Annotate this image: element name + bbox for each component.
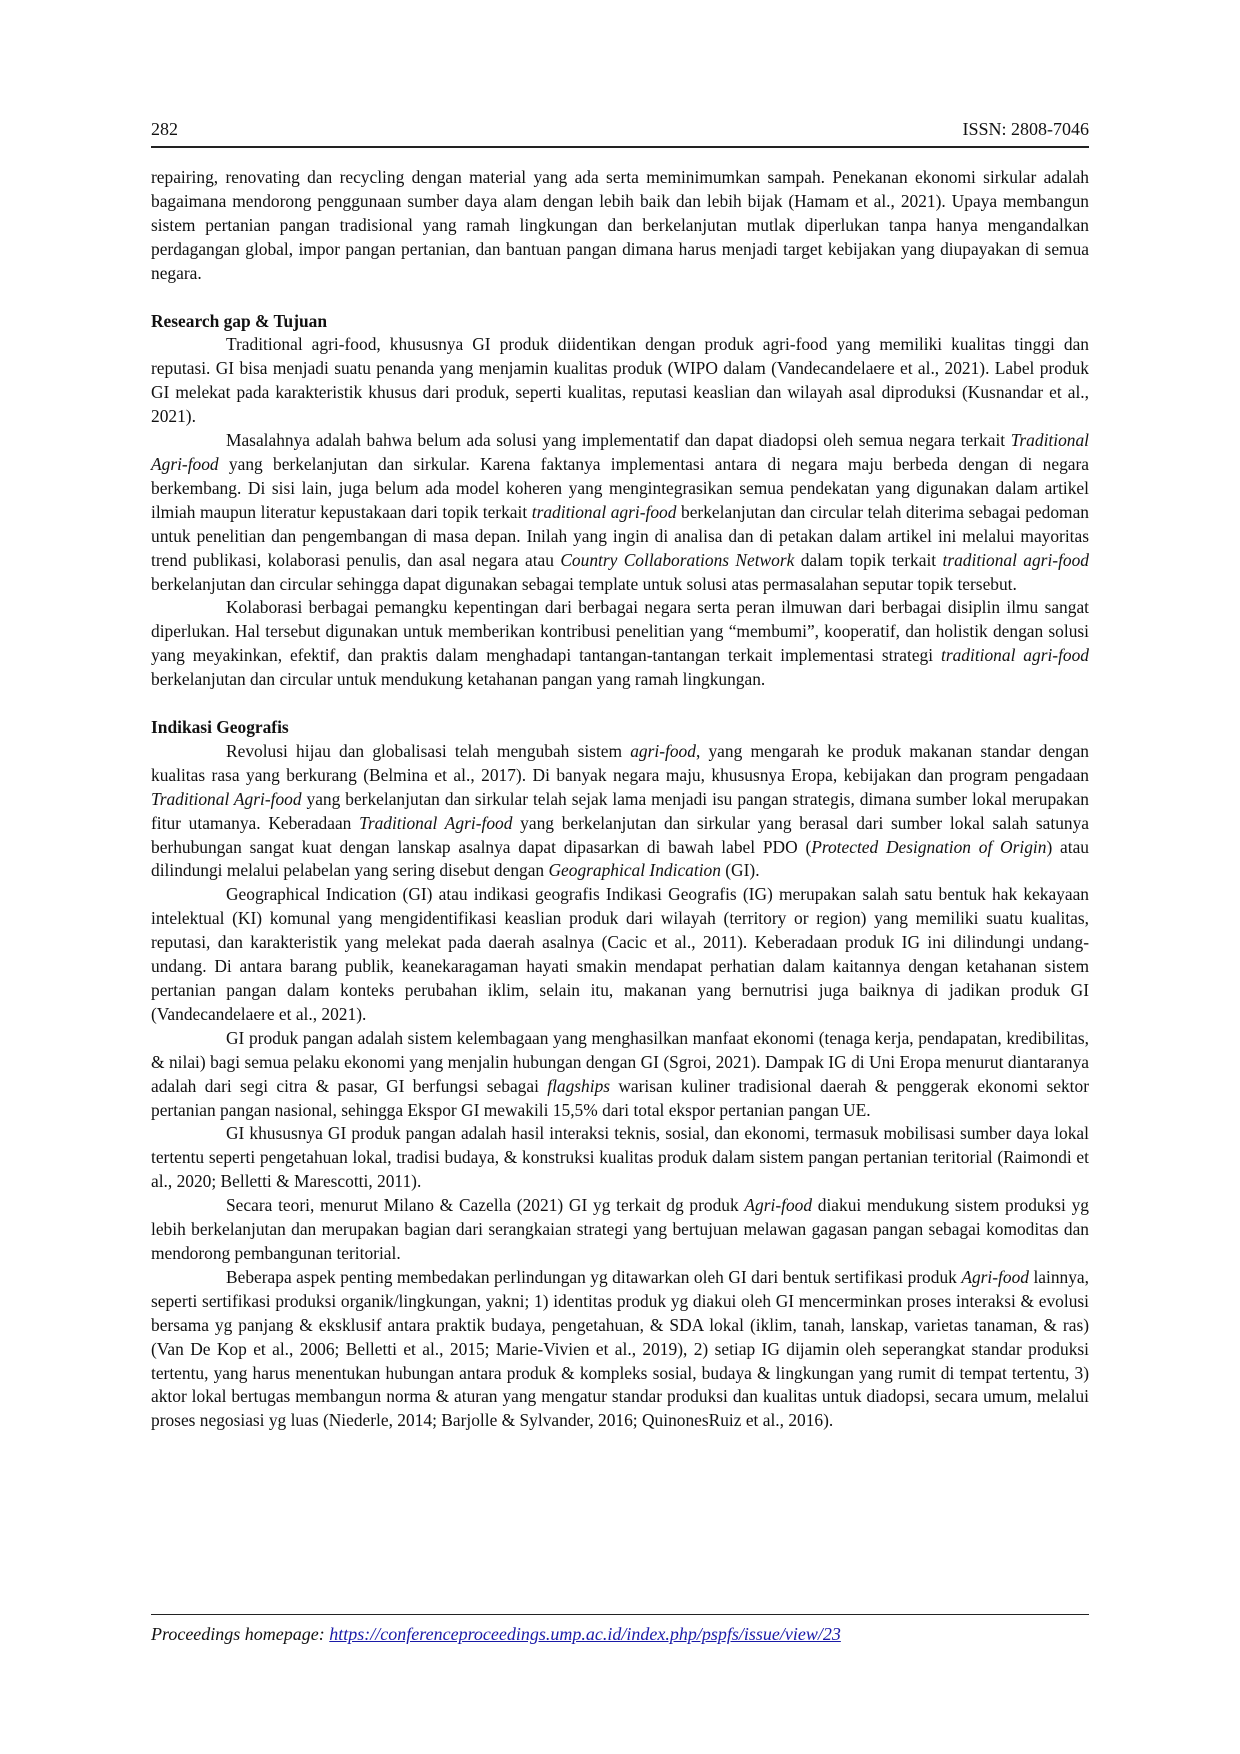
text-run: yang berkelanjutan dan sirkular yang berasal dari sumber lokal salah satunya berhubungan sangat kuat dengan lanskap asalnya dapat dipasarkan di bawah label PDO ( [151,812,1089,857]
paragraph [151,1027,1089,1123]
text-run: Revolusi hijau dan globalisasi telah mengubah sistem [226,740,631,761]
italic-text: Traditional Agri-food [151,430,1089,474]
italic-text: flagships [547,1075,611,1096]
paragraph [151,883,1089,1026]
paragraph [151,333,1089,429]
text-run: Traditional agri-food, khususnya GI produk diidentikan dengan produk agri-food yang memiliki kualitas tinggi dan reputasi. GI bisa menjadi suatu penanda yang menjamin kualitas produk (WIPO dalam (Vandecandelaere et al., 2021). Label produk GI melekat pada karakteristik khusus dari produk, seperti kualitas, reputasi keaslian dan wilayah asal diproduksi (Kusnandar et al., 2021). [151,334,1089,427]
italic-text: Traditional Agri-food [151,788,302,809]
text-run: berkelanjutan dan circular sehingga dapat digunakan sebagai template untuk solusi atas permasalahan seputar topik tersebut. [151,573,1017,594]
italic-text: traditional agri-food [531,501,677,522]
text-run: dalam topik terkait [794,549,943,570]
italic-text: Agri-food [744,1195,813,1216]
text-run: , yang mengarah ke produk makanan standar dengan kualitas rasa yang berkurang (Belmina et al., 2017). Di banyak negara maju, khususnya Eropa, kebijakan dan program pengadaan [151,740,1089,785]
italic-text: traditional agri-food [942,549,1089,570]
header-rule [151,146,1089,148]
paragraph [151,429,1089,596]
text-run: yang berkelanjutan dan sirkular. Karena faktanya implementasi antara di negara maju berbeda dengan di negara berkembang. Di sisi lain, juga belum ada model koheren yang mengintegrasikan semua pendekatan yang digunakan dalam artikel ilmiah maupun literatur kepustakaan dari topik terkait [151,453,1089,522]
text-run: Beberapa aspek penting membedakan perlindungan yg ditawarkan oleh GI dari bentuk sertifikasi produk [226,1266,962,1287]
proceedings-link[interactable]: https://conferenceproceedings.ump.ac.id/index.php/pspfs/issue/view/23 [329,1624,841,1644]
text-run: Secara teori, menurut Milano & Cazella (2021) GI yg terkait dg produk [226,1195,745,1216]
paragraph [151,596,1089,692]
paragraph [151,1122,1089,1194]
paragraph [151,1194,1089,1266]
section-heading: Indikasi Geografis [151,717,289,738]
italic-text: Country Collaborations Network [560,549,795,570]
running-header [151,118,1089,140]
paragraph [151,166,1089,286]
italic-text: Traditional Agri-food [359,812,513,833]
section-heading: Research gap & Tujuan [151,310,328,331]
text-run: warisan kuliner tradisional daerah & penggerak ekonomi sektor pertanian pangan nasional, sehingga Ekspor GI mewakili 15,5% dari total ekspor pertanian pangan UE. [151,1075,1089,1120]
text-run: Geographical Indication (GI) atau indikasi geografis Indikasi Geografis (IG) merupakan salah satu bentuk hak kekayaan intelektual (KI) komunal yang mengidentifikasi keaslian produk dari wilayah (territory or region) yang memiliki suatu kualitas, reputasi, dan karakteristik yang melekat pada daerah asalnya (Cacic et al., 2011). Keberadaan produk IG ini dilindungi undang-undang. Di antara barang publik, keanekaragaman hayati smakin mendapat perhatian dalam kaitannya dengan ketahanan sistem pertanian pangan dalam konteks perubahan iklim, selain itu, makanan yang bernutrisi juga baiknya di jadikan produk GI (Vandecandelaere et al., 2021). [151,884,1089,1024]
paragraph [151,1266,1089,1433]
issn: ISSN: 2808-7046 [962,119,1089,139]
text-run: (GI). [720,860,760,881]
italic-text: traditional agri-food [941,645,1090,666]
page [151,118,1089,1433]
text-run: ) atau dilindungi melalui pelabelan yang sering disebut dengan [151,836,1089,881]
text-run: GI khususnya GI produk pangan adalah hasil interaksi teknis, sosial, dan ekonomi, termasuk mobilisasi sumber daya lokal tertentu seperti pengetahuan lokal, tradisi budaya, & konstruksi kualitas produk dalam sistem pangan pertanian teritorial (Raimondi et al., 2020; Belletti & Marescotti, 2011). [151,1123,1089,1192]
page-footer [151,1614,1089,1645]
paragraph [151,740,1089,883]
text-run: lainnya, seperti sertifikasi produksi organik/lingkungan, yakni; 1) identitas produk yg diakui oleh GI mencerminkan proses interaksi & evolusi bersama yg panjang & eksklusif antara praktik budaya, pengetahuan, & SDA lokal (iklim, tanah, lanskap, varietas tanaman, & ras) (Van De Kop et al., 2006; Belletti et al., 2015; Marie-Vivien et al., 2019), 2) setiap IG dijamin oleh seperangkat standar produksi tertentu, yang harus menentukan hubungan antara produk & kompleks sosial, budaya & lingkungan yang rumit di tempat tertentu, 3) aktor lokal bertugas membangun norma & aturan yang mengatur standar produksi dan kualitas untuk diadopsi, secara umum, melalui proses negosiasi yg luas (Niederle, 2014; Barjolle & Sylvander, 2016; QuinonesRuiz et al., 2016). [151,1266,1089,1431]
text-run: diakui mendukung sistem produksi yg lebih berkelanjutan dan merupakan bagian dari serangkaian strategi yang bertujuan melawan gagasan pangan sebagai komoditas dan mendorong pembangunan teritorial. [151,1195,1089,1263]
text-run: berkelanjutan dan circular untuk mendukung ketahanan pangan yang ramah lingkungan. [151,669,766,690]
text-run: Kolaborasi berbagai pemangku kepentingan dari berbagai negara serta peran ilmuwan dari berbagai disiplin ilmu sangat diperlukan. Hal tersebut digunakan untuk memberikan kontribusi penelitian yang “membumi”, kooperatif, dan holistik dengan solusi yang meyakinkan, efektif, dan praktis dalam menghadapi tantangan-tantangan terkait implementasi strategi [151,597,1089,666]
footer-text [151,1623,1089,1645]
italic-text: Protected Designation of Origin [811,836,1047,857]
footer-label: Proceedings homepage: [151,1624,330,1644]
text-run: yang berkelanjutan dan sirkular telah sejak lama menjadi isu pangan strategis, dimana sumber lokal merupakan fitur utamanya. Keberadaan [151,788,1089,833]
text-run: GI produk pangan adalah sistem kelembagaan yang menghasilkan manfaat ekonomi (tenaga kerja, pendapatan, kredibilitas, & nilai) bagi semua pelaku ekonomi yang menjalin hubungan dengan GI (Sgroi, 2021). Dampak IG di Uni Eropa menurut diantaranya adalah dari segi citra & pasar, GI berfungsi sebagai [151,1027,1089,1096]
italic-text: Geographical Indication [548,860,721,881]
text-run: repairing, renovating dan recycling dengan material yang ada serta meminimumkan sampah. Penekanan ekonomi sirkular adalah bagaimana mendorong penggunaan sumber daya alam dengan lebih baik dan lebih bijak (Hamam et al., 2021). Upaya membangun sistem pertanian pangan tradisional yang ramah lingkungan dan berkelanjutan mutlak diperlukan tanpa hanya mengandalkan perdagangan global, impor pangan pertanian, dan bantuan pangan dimana harus menjadi target kebijakan yang diupayakan di semua negara. [151,167,1089,283]
italic-text: Agri-food [961,1266,1029,1287]
italic-text: agri-food [630,740,696,761]
footer-rule [151,1614,1089,1615]
article-body [151,166,1089,1433]
text-run: Masalahnya adalah bahwa belum ada solusi yang implementatif dan dapat diadopsi oleh semua negara terkait [226,430,1011,451]
page-number: 282 [151,119,178,139]
text-run: berkelanjutan dan circular telah diterima sebagai pedoman untuk penelitian dan pengembangan di masa depan. Inilah yang ingin di analisa dan di petakan dalam artikel ini melalui mayoritas trend publikasi, kolaborasi penulis, dan asal negara atau [151,501,1089,570]
